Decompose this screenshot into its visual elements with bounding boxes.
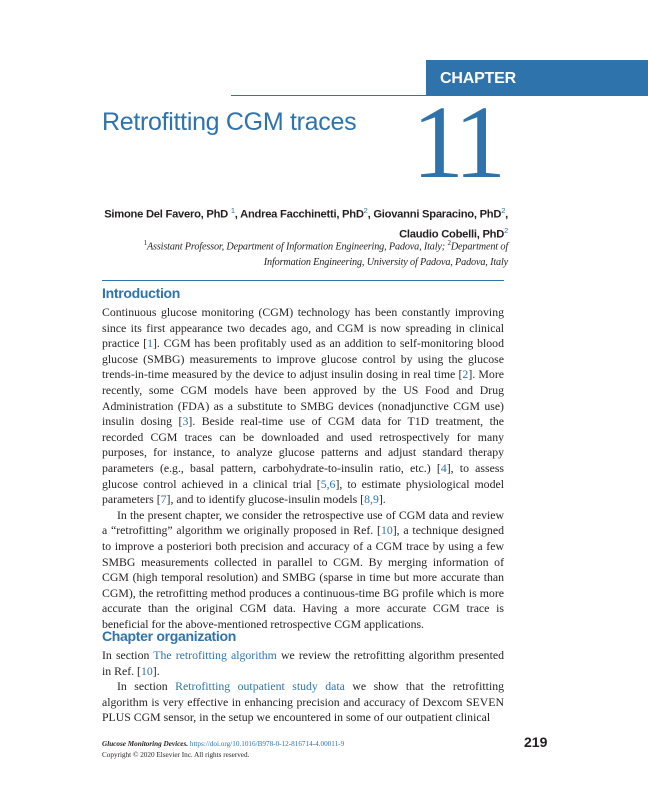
author-affiliation-marker[interactable]: 2 [504, 225, 508, 235]
footer-book-title: Glucose Monitoring Devices. [102, 740, 189, 748]
author-name: Andrea Facchinetti, PhD [240, 208, 364, 221]
paragraph: In section Retrofitting outpatient study data we show that the retrofitting algorithm is very effective in enhancing precision and accuracy of Dexcom SEVEN PLUS CGM sensor, in the setup we encountered in some of our outpatient clinical [102, 679, 505, 725]
paragraph: In section The retrofitting algorithm we review the retrofitting algorithm presented in Ref. [10]. [102, 648, 504, 678]
reference-link[interactable]: 1 [147, 336, 153, 351]
chapter-rule [231, 95, 426, 96]
reference-link[interactable]: 5,6 [320, 476, 336, 491]
chapter-title: Retrofitting CGM traces [102, 108, 357, 136]
reference-link[interactable]: 8,9 [364, 492, 379, 507]
paragraph: Continuous glucose monitoring (CGM) technology has been constantly improving since its first appearance two decades ago, and CGM is now spreading in clinical practice [1]. CGM has been profitably used as an addition to self-monitoring blood glucose (SMBG) measurements to improve glucose control by using the glucose trends-in-time measured by the device to adjust insulin dosing in real time [2]. More recently, some CGM models have been approved by the US Food and Drug Administration (FDA) as a substitute to SMBG devices (nonadjunctive CGM use) insulin dosing [3]. Beside real-time use of CGM data for T1D treatment, the recorded CGM traces can be downloaded and used retrospectively for many purposes, for instance, to analyze glucose patterns and adjust standard therapy parameters (e.g., basal pattern, carbohydrate-to-insulin ratio, etc.) [4], to assess glucose control achieved in a clinical trial [5,6], to estimate physiological model parameters [7], and to identify glucose-insulin models [8,9]. [102, 305, 504, 507]
affiliation-marker: 2 [447, 239, 451, 247]
section-rule [102, 280, 504, 281]
reference-link[interactable]: Retrofitting outpatient study data [175, 679, 345, 694]
author-affiliation-marker[interactable]: 1 [230, 206, 235, 215]
chapter-number: 11 [412, 85, 501, 200]
reference-link[interactable]: 4 [440, 460, 447, 475]
chapter-organization-body [102, 648, 504, 726]
reference-link[interactable]: 3 [182, 414, 189, 429]
author-name: Giovanni Sparacino, PhD [373, 208, 502, 221]
affiliation-marker: 1 [143, 239, 147, 247]
footer-citation [102, 739, 344, 761]
reference-link[interactable]: The retrofitting algorithm [153, 648, 277, 662]
page-number: 219 [524, 734, 548, 750]
reference-link[interactable]: 2 [462, 367, 469, 382]
reference-link[interactable]: 7 [160, 492, 167, 507]
author-affiliation-marker[interactable]: 2 [363, 206, 368, 215]
author-name: Claudio Cobelli, PhD [399, 228, 505, 241]
reference-link[interactable]: 10 [380, 523, 393, 538]
affiliation-text: Department of Information Engineering, University of Padova, Padova, Italy [263, 241, 508, 269]
reference-link[interactable]: 10 [141, 663, 153, 678]
introduction-body [102, 305, 504, 632]
chapter-label: CHAPTER [440, 70, 516, 87]
paragraph: In the present chapter, we consider the retrospective use of CGM data and review a “retrofitting” algorithm we originally proposed in Ref. [10], a technique designed to improve a posteriori both precision and accuracy of a CGM trace by using a few SMBG measurements collected in parallel to CGM. By merging information of CGM (high temporal resolution) and SMBG (sparse in time but more accurate than CGM), the retrofitting method produces a continuous-time BG profile which is more accurate than the original CGM data. Having a more accurate CGM trace is beneficial for the above-mentioned retrospective CGM applications. [102, 507, 504, 631]
affiliations [96, 235, 508, 271]
author-affiliation-marker[interactable]: 2 [501, 206, 506, 215]
author-name: Simone Del Favero, PhD [104, 208, 231, 221]
section-heading-chapter-organization: Chapter organization [102, 628, 237, 644]
footer-doi-link[interactable]: https://doi.org/10.1016/B978-0-12-816714-4.00011-9 [189, 740, 345, 748]
affiliation-text: Assistant Professor, Department of Information Engineering, Padova, Italy; [146, 241, 448, 253]
section-heading-introduction: Introduction [102, 285, 181, 301]
author-list: Simone Del Favero, PhD $^1$, Andrea Facchinetti, PhD$^2$, Giovanni Sparacino, PhD$^2$, Claudio Cobelli, PhD$^2$ [104, 206, 508, 241]
footer-copyright: Copyright © 2020 Elsevier Inc. All rights reserved. [102, 751, 250, 759]
